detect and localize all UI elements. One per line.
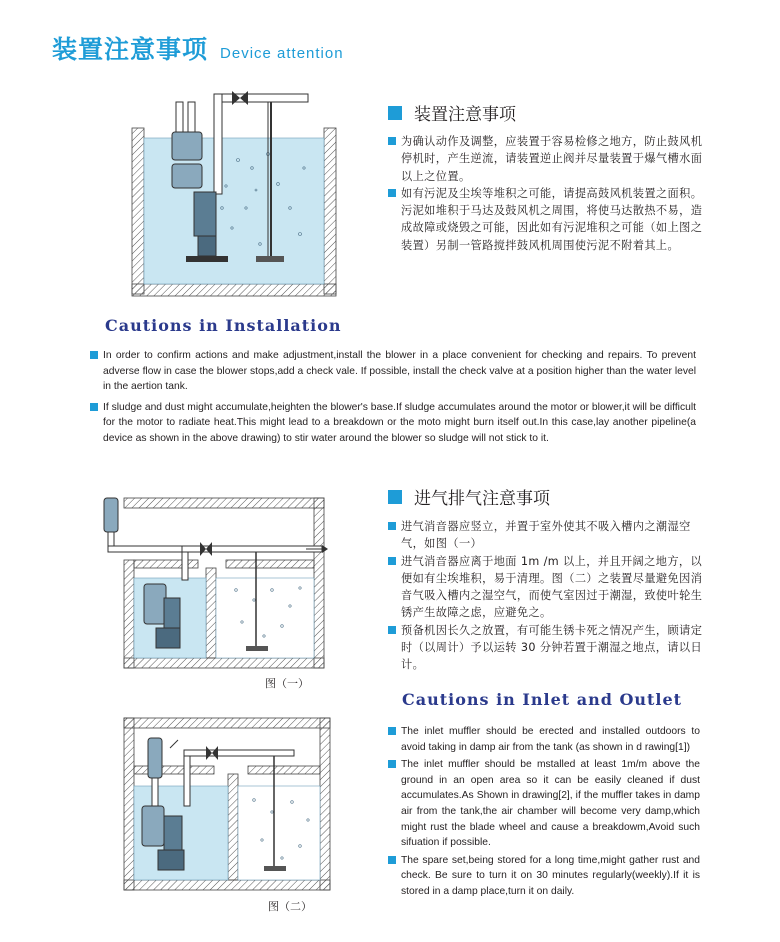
list-item: 进气消音器应竖立，并置于室外使其不吸入槽内之潮湿空气，如图（一） (388, 518, 704, 553)
install-en-heading: Cautions in Installation (105, 316, 342, 335)
list-item: 预备机因长久之放置，有可能生锈卡死之情况产生，顾请定时（以周计）予以运转 30 分钟若置于潮湿之地点，请以日计。 (388, 622, 704, 674)
page-title-en: Device attention (220, 45, 344, 62)
page-title-cn: 装置注意事项 (52, 35, 209, 64)
list-item: 进气消音器应离于地面 1m /m 以上，并且开阔之地方，以便如有尘埃堆积，易于清理。图（二）之装置尽量避免因消音气吸入槽内之湿空气，而使气室因过于潮湿，致使叶轮生锈产生故障之虑，应避免之。 (388, 553, 704, 622)
install-en-list (90, 348, 696, 447)
list-item: 如有污泥及尘埃等堆积之可能，请提高鼓风机装置之面积。污泥如堆积于马达及鼓风机之周围，将使马达散热不易，造成故障或烧毁之可能，因此如有污泥堆积之可能（如上图之装置）另制一管路搅拌鼓风机周围使污泥不附着其上。 (388, 185, 704, 254)
install-cn-list (388, 133, 704, 254)
inlet-en-heading: Cautions in Inlet and Outlet (402, 690, 683, 709)
square-bullet-icon (388, 106, 402, 120)
inlet-cn-heading (388, 484, 550, 509)
list-item: In order to confirm actions and make adjustment,install the blower in a place convenient for checking and repairs. To prevent adverse flow in case the blower stops,add a check vale. If possible, install the check valve at a position higher than the water level in the aertion tank. (90, 348, 696, 395)
drawing-2 (122, 716, 332, 896)
list-item: 为确认动作及调整，应装置于容易检修之地方，防止鼓风机停机时，产生逆流，请装置逆止阀并尽量装置于爆气槽水面以上之位置。 (388, 133, 704, 185)
installation-drawing (128, 88, 340, 302)
inlet-en-list (388, 724, 700, 900)
page-title (52, 30, 344, 66)
drawing-1 (96, 494, 328, 674)
list-item: The spare set,being stored for a long time,might gather rust and check. Be sure to turn it on 30 minutes regularly(weekly).If it is stored in a damp place,turn it on daily. (388, 853, 700, 900)
list-item: The inlet muffler should be erected and installed outdoors to avoid taking in damp air from the tank (as shown in d rawing[1]) (388, 724, 700, 755)
drawing-1-caption: 图（一） (265, 677, 309, 690)
drawing-2-caption: 图（二） (268, 900, 312, 913)
list-item: The inlet muffler should be mstalled at least 1m/m above the ground in an open area so it can be easily cleaned if dust accumulates.As Shown in drawing[2], if the muffler takes in damp air from the tank,the air chamber will become very damp,which might rust the blade wheel and cause a breakdowm,Avoid such sifuation if possible. (388, 757, 700, 851)
inlet-cn-heading-text: 进气排气注意事项 (414, 489, 550, 509)
inlet-cn-list (388, 518, 704, 674)
list-item: If sludge and dust might accumulate,heighten the blower's base.If sludge accumulates around the motor or blower,it will be difficult for the motor to radiate heat.This might lead to a breakdown or the moto might burn itself out.In this case,lay another pipeline(a device as shown in the above drawing) to stir water around the blower so sludge will not stick to it. (90, 400, 696, 447)
square-bullet-icon (388, 490, 402, 504)
install-cn-heading-text: 装置注意事项 (414, 105, 516, 125)
install-cn-heading (388, 100, 516, 125)
